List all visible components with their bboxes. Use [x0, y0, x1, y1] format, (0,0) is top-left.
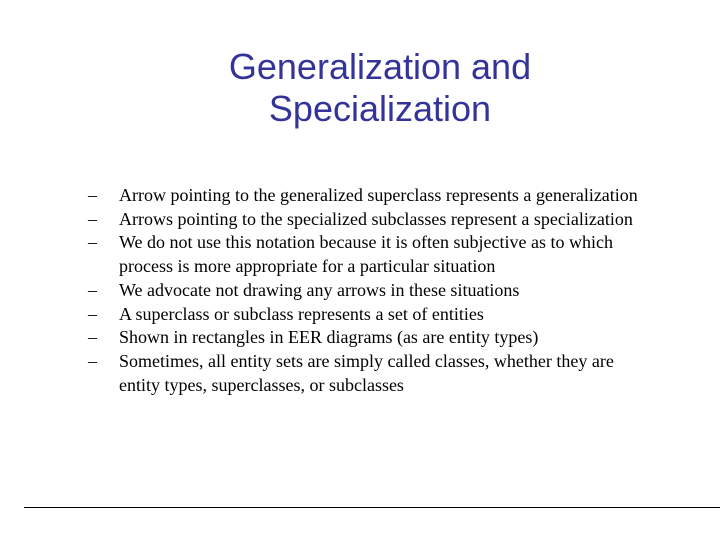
slide-title: [170, 46, 590, 130]
bullet-text: We advocate not drawing any arrows in these situations: [119, 279, 520, 300]
dash-marker: –: [88, 185, 97, 205]
bullet-text: Shown in rectangles in EER diagrams (as are entity types): [119, 327, 539, 348]
title-line-1: Generalization and: [228, 46, 532, 87]
bullet-list: [88, 184, 658, 397]
title-line-2: Specialization: [268, 88, 492, 129]
bullet-item: [88, 208, 658, 232]
bullet-text: We do not use this notation because it is often subjective as to which process is more appropriate for a particular situation: [119, 232, 613, 277]
dash-marker: –: [88, 303, 97, 324]
bullet-text: Arrow pointing to the generalized superclass represents a generalization: [119, 185, 638, 205]
dash-marker: –: [88, 350, 97, 371]
bullet-item: [88, 350, 658, 397]
bullet-item: [88, 231, 658, 278]
dash-marker: –: [88, 327, 97, 348]
bullet-item: [88, 326, 658, 350]
bullet-text: Sometimes, all entity sets are simply called classes, whether they are entity types, superclasses, or subclasses: [119, 350, 614, 395]
bullet-text: Arrows pointing to the specialized subclasses represent a specialization: [119, 208, 633, 229]
dash-marker: –: [88, 232, 97, 253]
bullet-item: [88, 184, 658, 208]
bullet-text: A superclass or subclass represents a set of entities: [119, 303, 484, 324]
bullet-item: [88, 279, 658, 303]
dash-marker: –: [88, 279, 97, 300]
dash-marker: –: [88, 208, 97, 229]
footer-divider: [24, 507, 720, 508]
bullet-item: [88, 303, 658, 327]
